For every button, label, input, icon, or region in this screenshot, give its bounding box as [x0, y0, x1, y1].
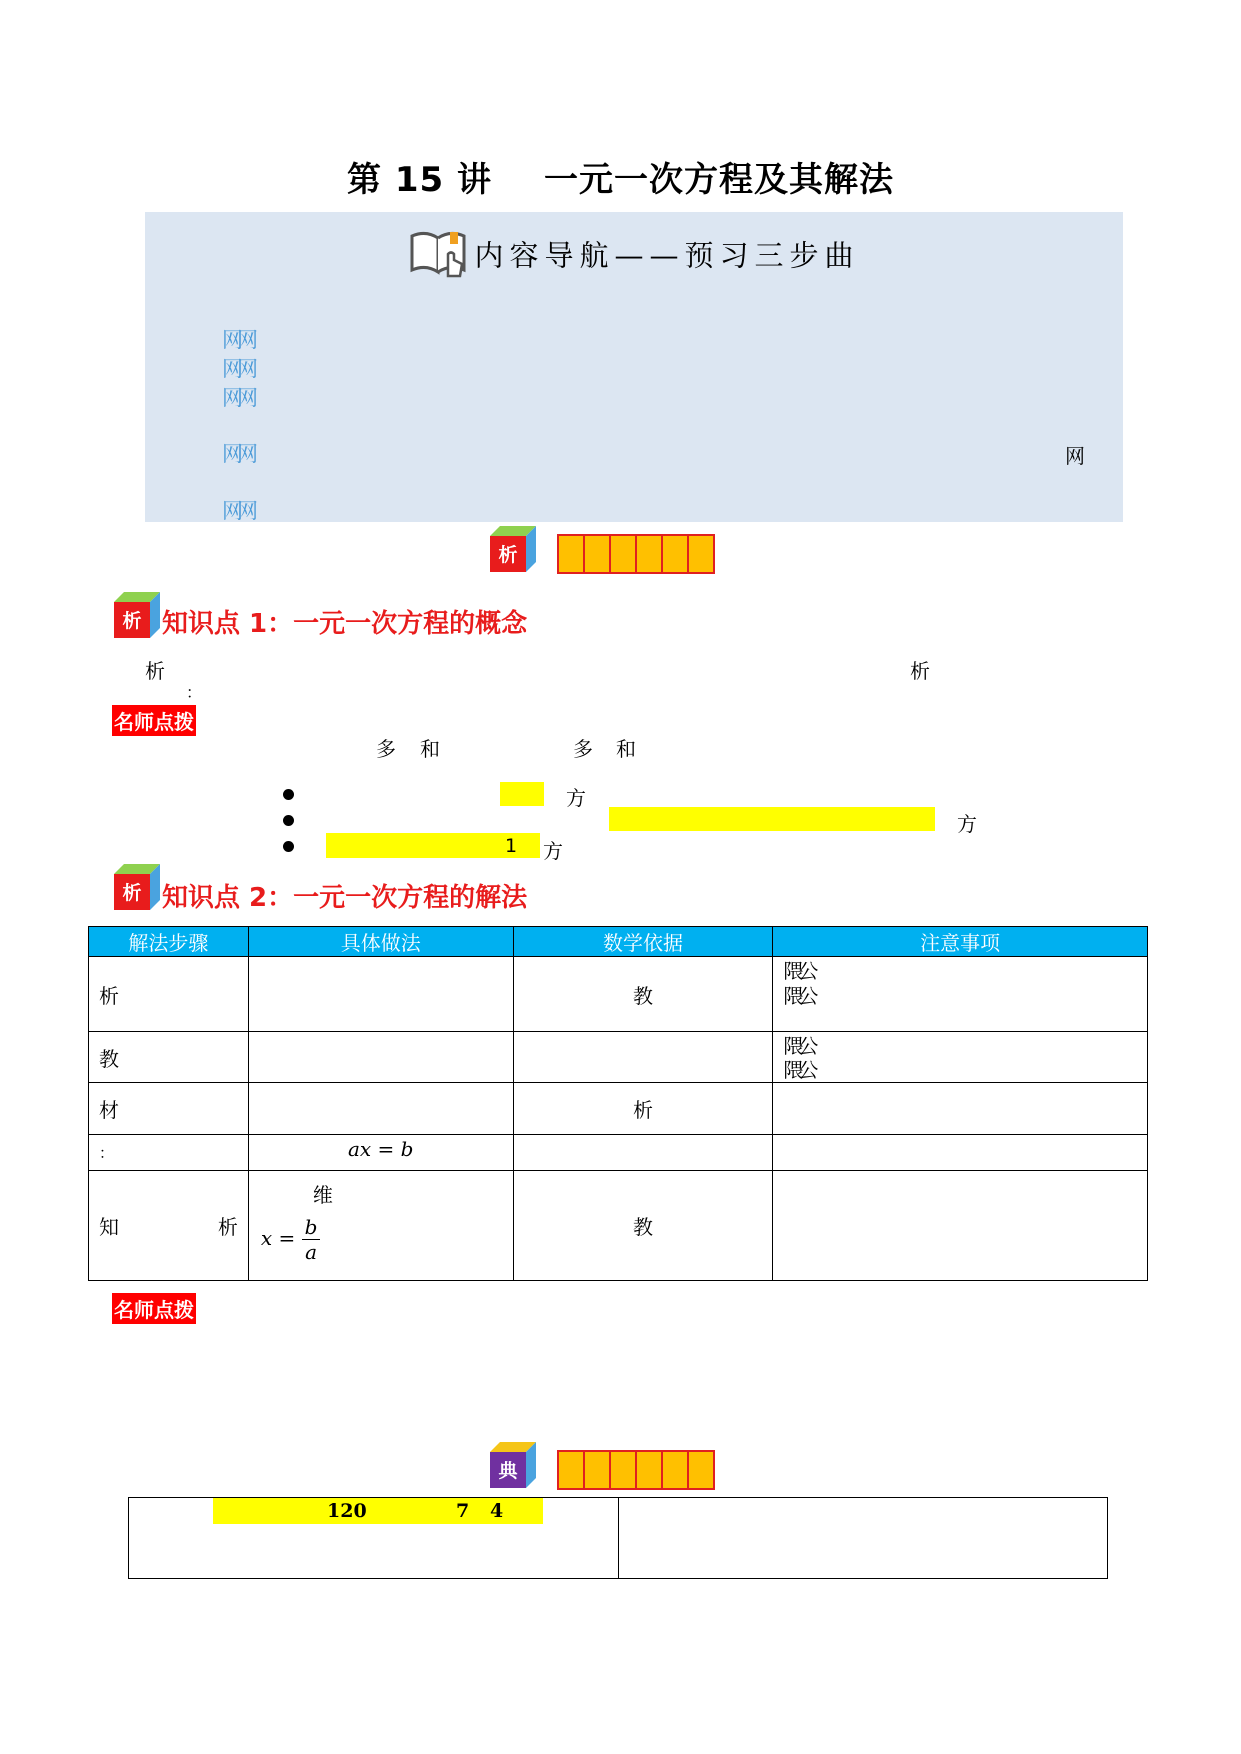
example-box	[128, 1497, 1108, 1579]
basis-cell: 教	[513, 957, 773, 1032]
tip-word: 和	[420, 737, 440, 761]
bullet-2-tail: 方	[957, 812, 977, 836]
method-cell	[248, 957, 513, 1032]
tip-word: 多	[376, 737, 396, 761]
example-cell-left	[129, 1498, 619, 1578]
basis-cell: 教	[513, 1171, 773, 1281]
notes-cell	[773, 1171, 1148, 1281]
note-line: 隈公	[783, 1034, 814, 1058]
notes-cell	[773, 1083, 1148, 1135]
table-header: 注意事项	[773, 927, 1148, 957]
bullet-dot	[283, 789, 294, 800]
table-header: 数学依据	[513, 927, 773, 957]
content-nav-panel	[145, 212, 1123, 522]
fraction-denominator: a	[305, 1240, 317, 1264]
notes-cell	[773, 957, 1148, 1032]
cube-char: 析	[122, 610, 142, 632]
fraction-numerator: b	[302, 1215, 321, 1240]
table-row	[89, 1032, 1148, 1083]
nav-item-5[interactable]: 网网	[222, 499, 252, 523]
nav-item-1[interactable]: 网网	[222, 328, 252, 352]
kp1-colon: ：	[186, 683, 203, 702]
example-number: 7	[456, 1500, 470, 1522]
note-line: 隈公	[783, 1058, 814, 1082]
kp1-line-right: 析	[910, 659, 930, 683]
tip-word: 多	[573, 737, 593, 761]
fraction-solution	[261, 1215, 321, 1264]
solution-steps-table	[88, 926, 1148, 1281]
solution-lhs: x =	[260, 1226, 296, 1250]
table-row	[89, 957, 1148, 1032]
tip-badge: 名师点拨	[112, 1293, 196, 1324]
nav-item-4[interactable]: 网网	[222, 442, 252, 466]
nav-item-3[interactable]: 网网	[222, 386, 252, 410]
kp1-title: 知识点 1：一元一次方程的概念	[162, 609, 528, 639]
bullet-dot	[283, 841, 294, 852]
tip-badge: 名师点拨	[112, 705, 196, 736]
step-left: 知	[99, 1215, 119, 1239]
table-row	[89, 1135, 1148, 1171]
note-line: 隈公	[783, 959, 814, 983]
step-cell: ：	[89, 1135, 249, 1171]
section-title-boxes	[557, 1450, 715, 1490]
basis-cell	[513, 1032, 773, 1083]
notes-cell	[773, 1032, 1148, 1083]
bullet-1-tail: 方	[566, 786, 586, 810]
example-number: 120	[327, 1500, 367, 1522]
note-line: 隈公	[783, 984, 814, 1008]
step-right: 析	[217, 1215, 238, 1239]
cube-char: 析	[498, 544, 518, 566]
title-topic: 一元一次方程及其解法	[544, 160, 894, 200]
cube-char: 析	[122, 882, 142, 904]
method-cell	[248, 1032, 513, 1083]
equation-ax-b: ax = b	[347, 1137, 414, 1161]
step-cell	[89, 1171, 249, 1281]
kp1-line-left: 析	[145, 659, 165, 683]
cube-char: 典	[498, 1460, 518, 1482]
highlight-block	[609, 807, 935, 831]
highlight-block	[500, 782, 544, 806]
step-cell: 材	[89, 1083, 249, 1135]
method-word: 维	[312, 1183, 333, 1207]
kp1-cube-icon	[114, 592, 160, 642]
nav-heading	[145, 228, 1123, 287]
step-cell: 教	[89, 1032, 249, 1083]
bullet-dot	[283, 815, 294, 826]
table-header: 解法步骤	[89, 927, 249, 957]
basis-cell: 析	[513, 1083, 773, 1135]
bullet-3-tail: 方	[543, 839, 563, 863]
fraction	[302, 1215, 321, 1264]
kp2-title: 知识点 2：一元一次方程的解法	[162, 883, 528, 913]
section-cube-icon	[490, 526, 536, 576]
method-cell	[248, 1171, 513, 1281]
example-cell-right	[619, 1498, 1108, 1578]
bullet-3-number: 1	[505, 835, 518, 857]
title-lesson: 第 15 讲	[347, 160, 492, 200]
step-cell: 析	[89, 957, 249, 1032]
table-row	[89, 1171, 1148, 1281]
notes-cell	[773, 1135, 1148, 1171]
section-cube-icon	[490, 1442, 536, 1492]
table-header-row	[89, 927, 1148, 957]
book-icon	[408, 228, 470, 287]
nav-right-char: 网	[1065, 444, 1085, 468]
basis-cell	[513, 1135, 773, 1171]
nav-item-2[interactable]: 网网	[222, 357, 252, 381]
kp2-cube-icon	[114, 864, 160, 914]
table-row	[89, 1083, 1148, 1135]
page-title	[0, 152, 1241, 201]
table-header: 具体做法	[248, 927, 513, 957]
method-cell	[248, 1135, 513, 1171]
section-title-boxes	[557, 534, 715, 574]
example-number: 4	[490, 1500, 504, 1522]
method-cell	[248, 1083, 513, 1135]
tip-word: 和	[616, 737, 636, 761]
nav-heading-text: 内容导航——预习三步曲	[474, 238, 860, 273]
